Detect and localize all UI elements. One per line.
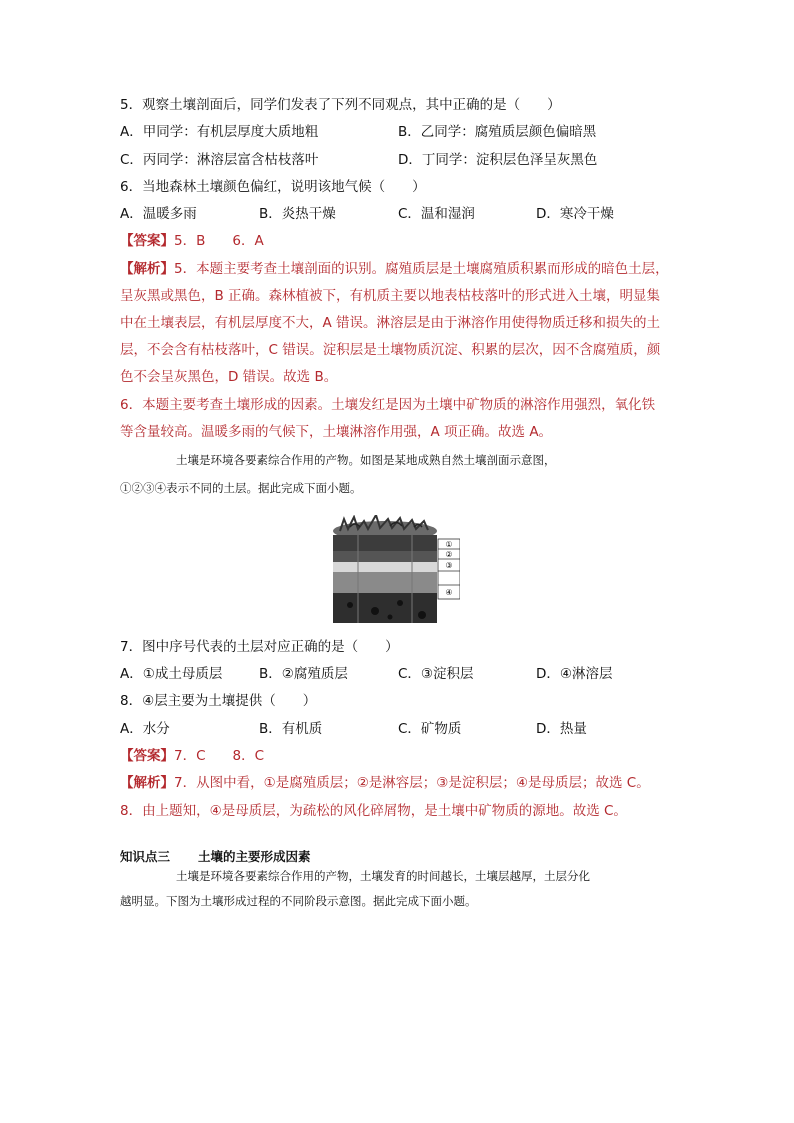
q7-option-b: B．②腐殖质层 <box>259 666 348 682</box>
q7-option-a: A．①成土母质层 <box>120 666 223 682</box>
answer-text: 5．B 6．A <box>174 233 264 249</box>
section-3-heading <box>120 847 311 867</box>
analysis-tag: 【解析】 <box>120 261 174 277</box>
layer-label-4: ④ <box>445 588 453 597</box>
q5-option-c: C．丙同学：淋溶层富含枯枝落叶 <box>120 152 319 168</box>
layer-label-1: ① <box>445 540 453 549</box>
analysis-text: 7．从图中看，①是腐殖质层；②是淋容层；③是淀积层；④是母质层；故选 C。 <box>174 775 650 791</box>
answer-block-2 <box>120 746 264 766</box>
analysis-tag: 【解析】 <box>120 775 174 791</box>
analysis-1-line-6: 6．本题主要考查土壤形成的因素。土壤发红是因为土壤中矿物质的淋溶作用强烈，氧化铁 <box>120 397 656 413</box>
section-3-line-1: 土壤是环境各要素综合作用的产物，土壤发育的时间越长，土壤层越厚，土层分化 <box>176 869 590 883</box>
answer-tag: 【答案】 <box>120 233 174 249</box>
analysis-2-line-1 <box>120 773 650 793</box>
q5-stem: 5．观察土壤剖面后，同学们发表了下列不同观点，其中正确的是（ ） <box>120 97 561 113</box>
q7-option-c: C．③淀积层 <box>398 666 474 682</box>
intro-2-line-2: ①②③④表示不同的土层。据此完成下面小题。 <box>120 481 362 495</box>
soil-profile-figure <box>330 515 460 625</box>
q6-option-d: D．寒冷干燥 <box>536 206 614 222</box>
q5-option-a: A．甲同学：有机层厚度大质地粗 <box>120 124 319 140</box>
answer-block-1 <box>120 231 264 251</box>
analysis-1-line-3: 中在土壤表层，有机层厚度不大，A 错误。淋溶层是由于淋溶作用使得物质迁移和损失的土 <box>120 315 661 331</box>
section-3-line-2: 越明显。下图为土壤形成过程的不同阶段示意图。据此完成下面小题。 <box>120 894 477 908</box>
q6-stem: 6．当地森林土壤颜色偏红，说明该地气候（ ） <box>120 179 426 195</box>
q7-stem: 7．图中序号代表的土层对应正确的是（ ） <box>120 639 399 655</box>
q7-option-d: D．④淋溶层 <box>536 666 613 682</box>
analysis-1-line-4: 层，不会含有枯枝落叶，C 错误。淀积层是土壤物质沉淀、积累的层次，因不含腐殖质，颜 <box>120 342 661 358</box>
analysis-1-line-1 <box>120 259 669 279</box>
layer-label-3: ③ <box>445 561 453 570</box>
layer-label-box <box>438 539 460 599</box>
q6-option-c: C．温和湿润 <box>398 206 475 222</box>
answer-tag: 【答案】 <box>120 748 174 764</box>
analysis-1-line-2: 呈灰黑或黑色，B 正确。森林植被下，有机质主要以地表枯枝落叶的形式进入土壤，明显集 <box>120 288 661 304</box>
answer-text: 7．C 8．C <box>174 748 265 764</box>
soil-profile-illustration <box>330 515 460 625</box>
analysis-1-line-5: 色不会呈灰黑色，D 错误。故选 B。 <box>120 369 338 385</box>
section-label: 知识点三 <box>120 849 171 864</box>
intro-2-line-1: 土壤是环境各要素综合作用的产物。如图是某地成熟自然土壤剖面示意图， <box>176 453 556 467</box>
section-title: 土壤的主要形成因素 <box>198 849 311 864</box>
q8-option-b: B．有机质 <box>259 721 323 737</box>
q8-option-c: C．矿物质 <box>398 721 462 737</box>
analysis-text: 5．本题主要考查土壤剖面的识别。腐殖质层是土壤腐殖质积累而形成的暗色土层， <box>174 261 669 277</box>
q8-stem: 8．④层主要为土壤提供（ ） <box>120 693 317 709</box>
q6-option-a: A．温暖多雨 <box>120 206 197 222</box>
q5-option-b: B．乙同学：腐殖质层颜色偏暗黑 <box>398 124 597 140</box>
q8-option-a: A．水分 <box>120 721 170 737</box>
analysis-1-line-7: 等含量较高。温暖多雨的气候下，土壤淋溶作用强，A 项正确。故选 A。 <box>120 424 553 440</box>
soil-block <box>333 535 437 623</box>
layer-label-2: ② <box>445 550 453 559</box>
q5-option-d: D．丁同学：淀积层色泽呈灰黑色 <box>398 152 598 168</box>
q6-option-b: B．炎热干燥 <box>259 206 336 222</box>
analysis-2-line-2: 8．由上题知，④是母质层，为疏松的风化碎屑物，是土壤中矿物质的源地。故选 C。 <box>120 803 627 819</box>
q8-option-d: D．热量 <box>536 721 587 737</box>
